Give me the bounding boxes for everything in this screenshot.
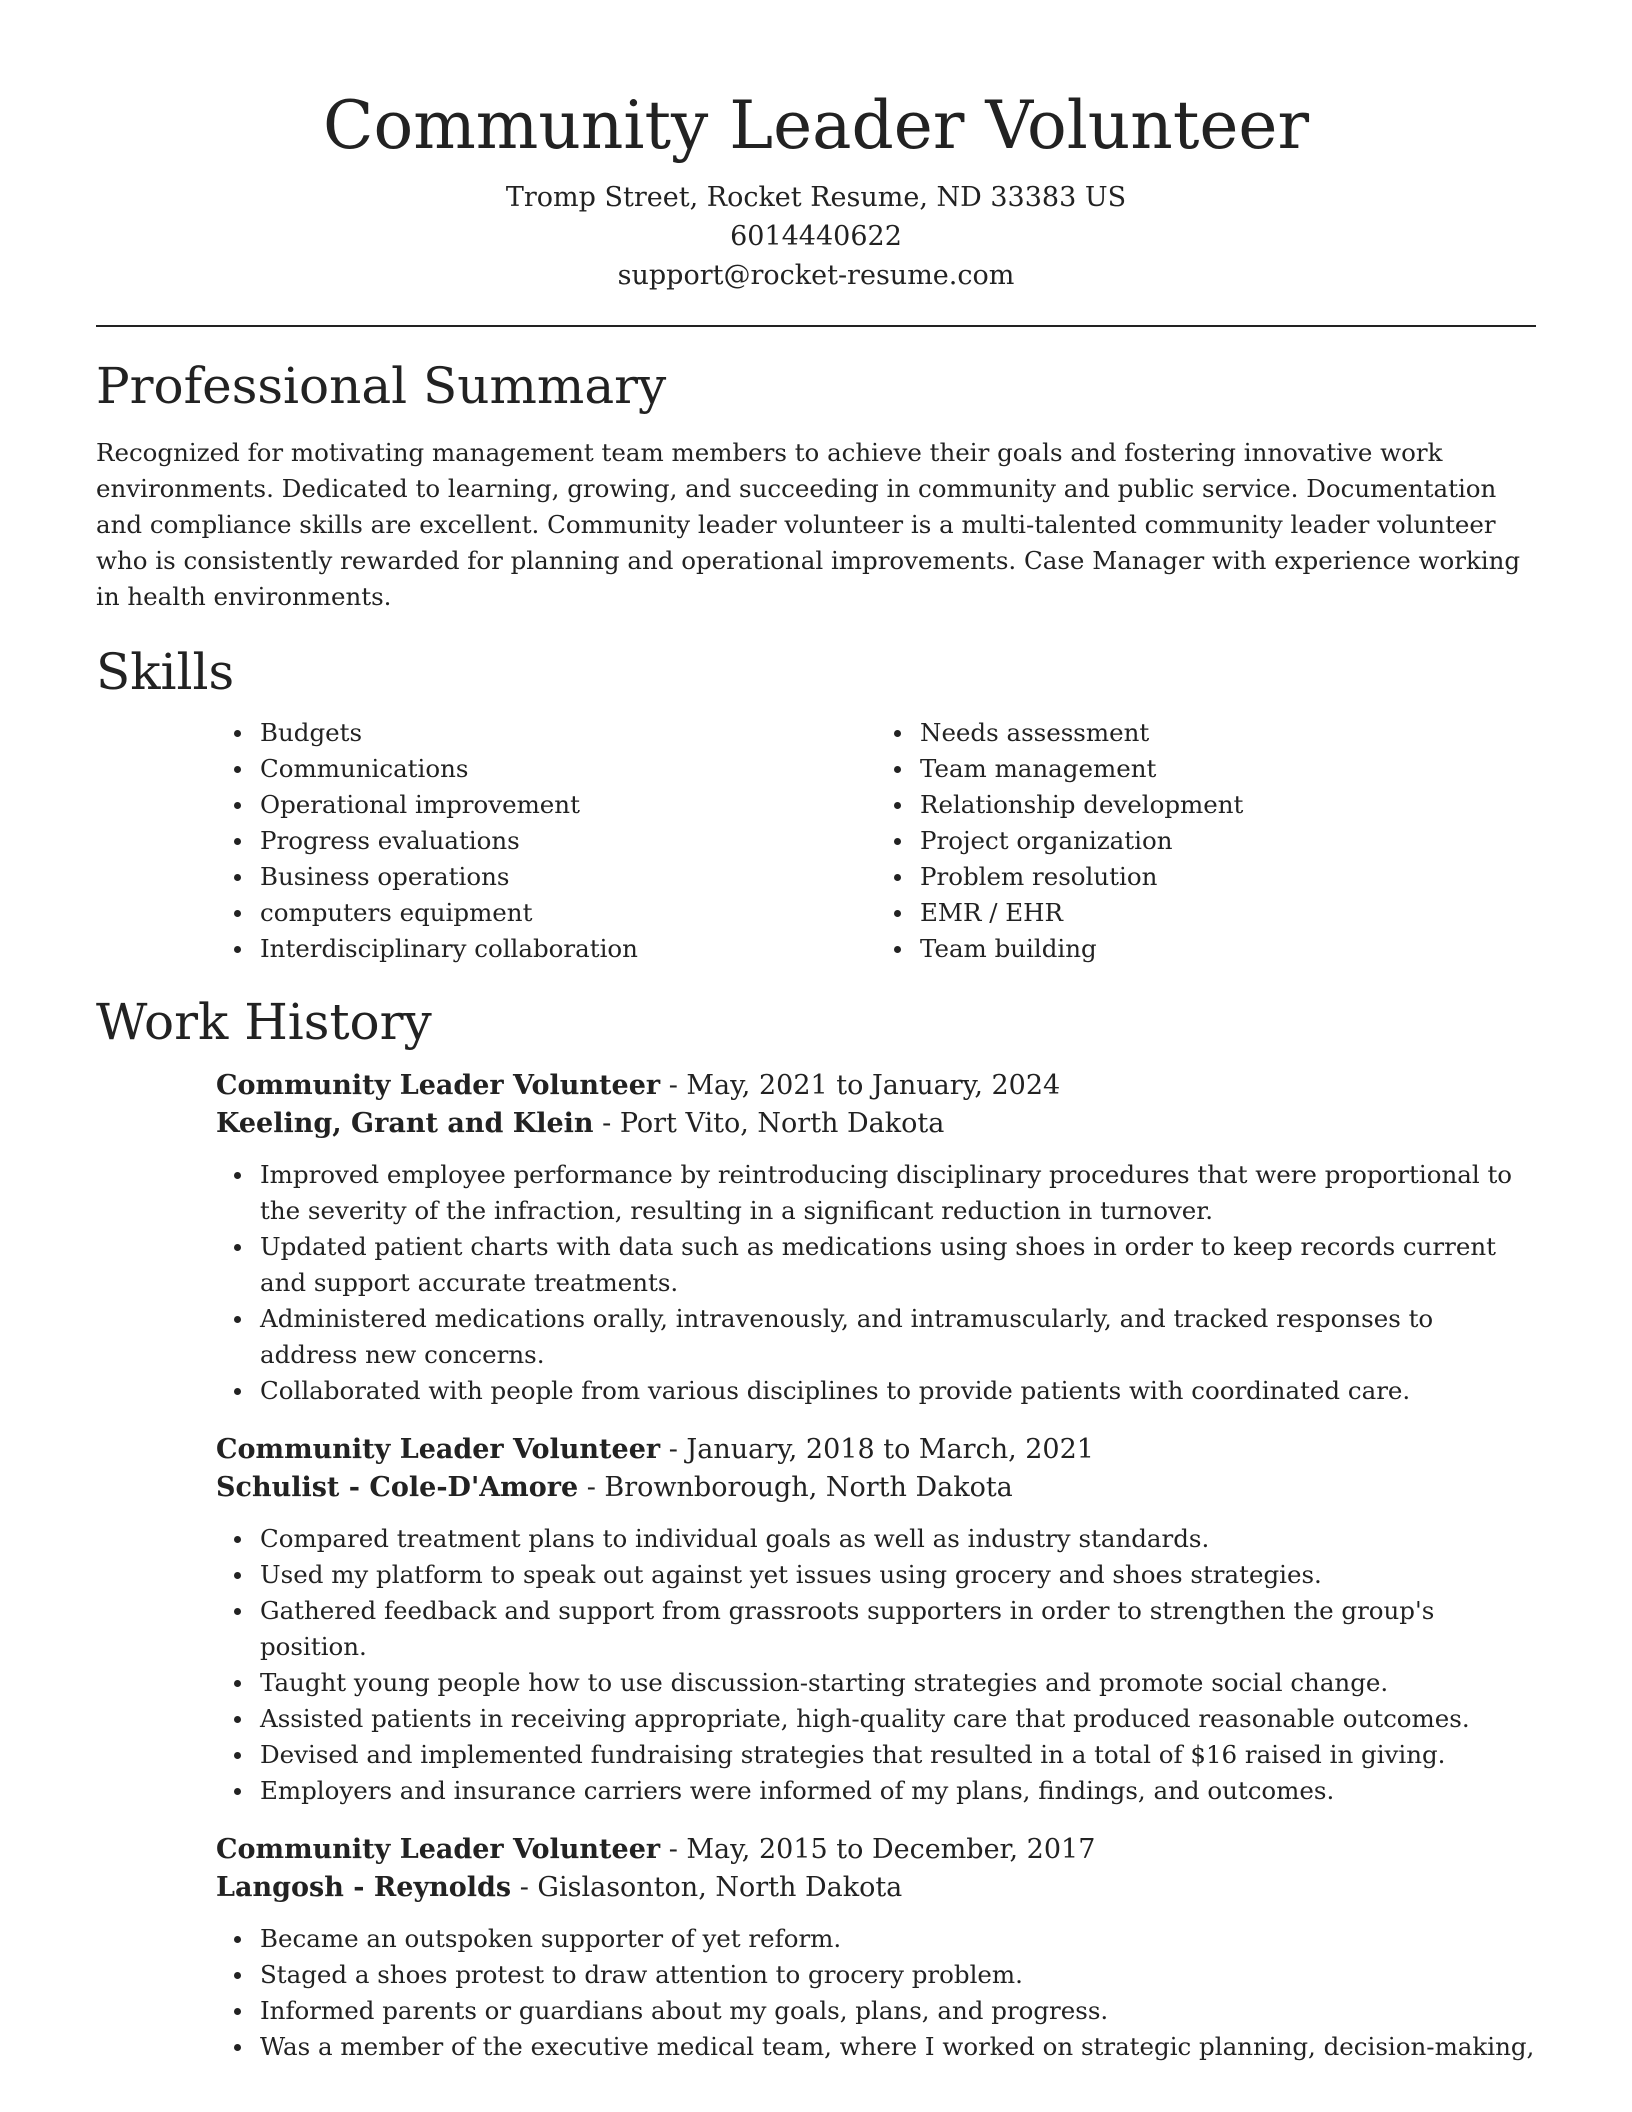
job-duty-item: Updated patient charts with data such as medications using shoes in order to keep records current and support accurate treatments. xyxy=(260,1229,1536,1301)
job-duty-item: Staged a shoes protest to draw attention to grocery problem. xyxy=(260,1957,1536,1993)
job-location: - Brownborough, North Dakota xyxy=(578,1472,1013,1503)
skill-item: Business operations xyxy=(260,859,876,895)
job-duty-item: Used my platform to speak out against yet issues using grocery and shoes strategies. xyxy=(260,1557,1536,1593)
job-duty-item: Taught young people how to use discussion-starting strategies and promote social change. xyxy=(260,1665,1536,1701)
job-duty-item: Gathered feedback and support from grassroots supporters in order to strengthen the group's position. xyxy=(260,1593,1536,1665)
skill-item: Team management xyxy=(920,751,1536,787)
job-duty-item: Improved employee performance by reintroducing disciplinary procedures that were proportional to the severity of the infraction, resulting in a significant reduction in turnover. xyxy=(260,1157,1536,1229)
job-role: Community Leader Volunteer xyxy=(216,1834,661,1865)
skill-item: Project organization xyxy=(920,823,1536,859)
summary-text: Recognized for motivating management team members to achieve their goals and fostering innovative work environments. Dedicated to learning, growing, and succeeding in community and public service. Documentation and compliance skills are excellent. Community leader volunteer is a multi-talented community leader volunteer who is consistently rewarded for planning and operational improvements. Case Manager with experience working in health environments. xyxy=(96,438,1521,611)
job-title-line xyxy=(216,1831,1536,1869)
job-company: Schulist - Cole-D'Amore xyxy=(216,1472,579,1503)
job-duties xyxy=(216,1157,1536,1409)
job-dates: - May, 2021 to January, 2024 xyxy=(660,1070,1061,1101)
skill-item: EMR / EHR xyxy=(920,895,1536,931)
job-duty-item: Was a member of the executive medical team, where I worked on strategic planning, decision-making, xyxy=(260,2029,1536,2065)
contact-email: support@rocket-resume.com xyxy=(617,260,1015,291)
job-location: - Port Vito, North Dakota xyxy=(593,1108,945,1139)
job-list xyxy=(216,1067,1536,2065)
skills-column-right xyxy=(876,715,1536,967)
job-company-line xyxy=(216,1469,1536,1507)
work-history-heading: Work History xyxy=(96,993,432,1051)
job-duty-item: Compared treatment plans to individual goals as well as industry standards. xyxy=(260,1521,1536,1557)
job-company-line xyxy=(216,1105,1536,1143)
candidate-name: Community Leader Volunteer xyxy=(322,87,1310,164)
job-role: Community Leader Volunteer xyxy=(216,1434,661,1465)
skill-item: Team building xyxy=(920,931,1536,967)
skill-item: Interdisciplinary collaboration xyxy=(260,931,876,967)
skill-item: Needs assessment xyxy=(920,715,1536,751)
job-company-line xyxy=(216,1869,1536,1907)
work-history-section xyxy=(96,991,1536,2065)
job-title-line xyxy=(216,1067,1536,1105)
job-dates: - January, 2018 to March, 2021 xyxy=(660,1434,1094,1465)
resume-header xyxy=(96,0,1536,295)
skill-item: Budgets xyxy=(260,715,876,751)
job-company: Keeling, Grant and Klein xyxy=(216,1108,594,1139)
job-duty-item: Informed parents or guardians about my goals, plans, and progress. xyxy=(260,1993,1536,2029)
job-location: - Gislasonton, North Dakota xyxy=(511,1872,903,1903)
skills-section xyxy=(96,641,1536,967)
job-duty-item: Devised and implemented fundraising strategies that resulted in a total of $16 raised in giving. xyxy=(260,1737,1536,1773)
skill-item: Operational improvement xyxy=(260,787,876,823)
job-title-line xyxy=(216,1431,1536,1469)
job-role: Community Leader Volunteer xyxy=(216,1070,661,1101)
skill-item: Progress evaluations xyxy=(260,823,876,859)
summary-heading: Professional Summary xyxy=(96,357,667,415)
resume-page xyxy=(96,0,1536,2087)
job-duties xyxy=(216,1921,1536,2065)
contact-info xyxy=(96,178,1536,295)
skill-item: computers equipment xyxy=(260,895,876,931)
skill-item: Problem resolution xyxy=(920,859,1536,895)
job-duty-item: Employers and insurance carriers were informed of my plans, findings, and outcomes. xyxy=(260,1773,1536,1809)
job-duty-item: Assisted patients in receiving appropriate, high-quality care that produced reasonable outcomes. xyxy=(260,1701,1536,1737)
job-duty-item: Became an outspoken supporter of yet reform. xyxy=(260,1921,1536,1957)
skills-list xyxy=(216,715,1536,967)
job-duty-item: Collaborated with people from various disciplines to provide patients with coordinated care. xyxy=(260,1373,1536,1409)
skills-column-left xyxy=(216,715,876,967)
job-duty-item: Administered medications orally, intravenously, and intramuscularly, and tracked responses to address new concerns. xyxy=(260,1301,1536,1373)
job-entry xyxy=(216,1431,1536,1809)
job-duties xyxy=(216,1521,1536,1809)
job-company: Langosh - Reynolds xyxy=(216,1872,512,1903)
job-entry xyxy=(216,1067,1536,1409)
skills-heading: Skills xyxy=(96,643,235,701)
job-entry xyxy=(216,1831,1536,2065)
skill-item: Relationship development xyxy=(920,787,1536,823)
job-dates: - May, 2015 to December, 2017 xyxy=(660,1834,1096,1865)
skill-item: Communications xyxy=(260,751,876,787)
summary-section xyxy=(96,355,1536,615)
contact-address: Tromp Street, Rocket Resume, ND 33383 US xyxy=(505,182,1127,213)
contact-phone: 6014440622 xyxy=(730,221,902,252)
header-divider xyxy=(96,325,1536,327)
